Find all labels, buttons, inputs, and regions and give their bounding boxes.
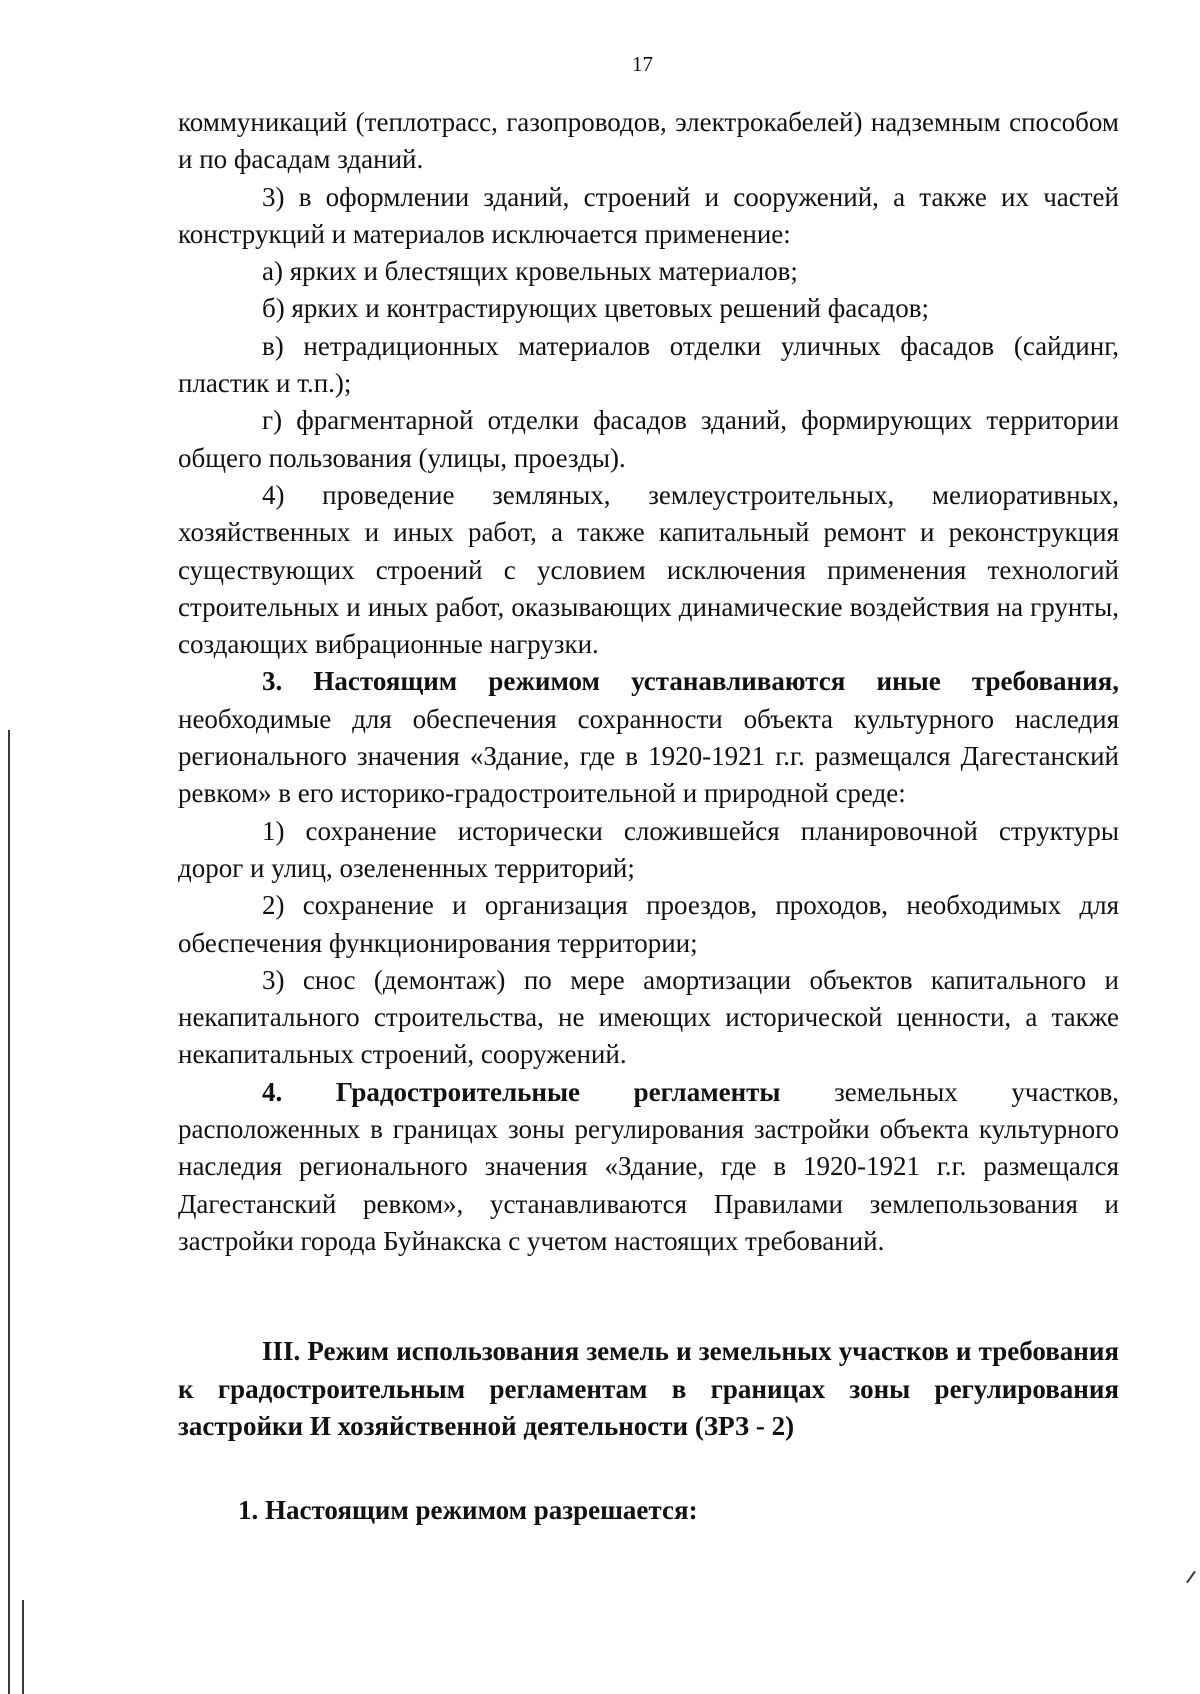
paragraph-subitem-a: а) ярких и блестящих кровельных материалов; xyxy=(262,256,798,287)
clause-3-text: необходимые для обеспечения сохранности объекта культурного наследия регионального значения «Здание, где в 1920-1921 г.г. размещался Дагестанский ревком» в его историко-градостроительной и природной среде: xyxy=(178,703,1119,809)
clause-4-text: земельных участков, расположенных в границах зоны регулирования застройки объекта культурного наследия регионального значения «Здание, где в 1920-1921 г.г. размещался Дагестанский ревком», устанавливаются Правилами землепользования и застройки города Буйнакска с учетом настоящих требований. xyxy=(178,1076,1119,1256)
paragraph-clause-3-item-2: 2) сохранение и организация проездов, проходов, необходимых для обеспечения функционирования территории; xyxy=(178,890,1119,958)
document-body xyxy=(178,104,1119,1260)
sub-heading: 1. Настоящим режимом разрешается: xyxy=(238,1495,698,1525)
clause-4-bold-lead: 4. Градостроительные регламенты xyxy=(262,1076,781,1107)
paragraph-subitem-b: б) ярких и контрастирующих цветовых решений фасадов; xyxy=(262,293,929,324)
paragraph-item-3: 3) в оформлении зданий, строений и сооружений, а также их частей конструкций и материалов исключается применение: xyxy=(178,181,1119,249)
paragraph-item-4: 4) проведение земляных, землеустроительных, мелиоративных, хозяйственных и иных работ, а также капитальный ремонт и реконструкция существующих строений с условием исключения применения технологий строительных и иных работ, оказывающих динамические воздействия на грунты, создающих вибрационные нагрузки. xyxy=(178,479,1119,660)
paragraph-subitem-v: в) нетрадиционных материалов отделки уличных фасадов (сайдинг, пластик и т.п.); xyxy=(178,330,1119,399)
paragraph-continuation: коммуникаций (теплотрасс, газопроводов, электрокабелей) надземным способом и по фасадам зданий. xyxy=(178,107,1119,175)
scan-edge-line-left-inner xyxy=(22,1600,24,1694)
paragraph-clause-4 xyxy=(178,1074,1119,1260)
paragraph-subitem-g: г) фрагментарной отделки фасадов зданий, формирующих территории общего пользования (улицы, проезды). xyxy=(178,405,1119,473)
paragraph-clause-3-item-3: 3) снос (демонтаж) по мере амортизации объектов капитального и некапитального строительства, не имеющих исторической ценности, а также некапитальных строений, сооружений. xyxy=(178,964,1119,1070)
paragraph-clause-3-item-1: 1) сохранение исторически сложившейся планировочной структуры дорог и улиц, озелененных территорий; xyxy=(178,815,1119,883)
page-number: 17 xyxy=(632,52,653,76)
scan-edge-mark-right xyxy=(1186,1571,1196,1584)
clause-3-bold-lead: 3. Настоящим режимом устанавливаются иные требования, xyxy=(262,666,1119,697)
scan-edge-line-left xyxy=(8,730,10,1694)
paragraph-clause-3 xyxy=(178,663,1119,812)
section-heading: III. Режим использования земель и земельных участков и требования к градостроительным регламентам в границах зоны регулирования застройки И хозяйственной деятельности (ЗРЗ - 2) xyxy=(178,1336,1119,1441)
